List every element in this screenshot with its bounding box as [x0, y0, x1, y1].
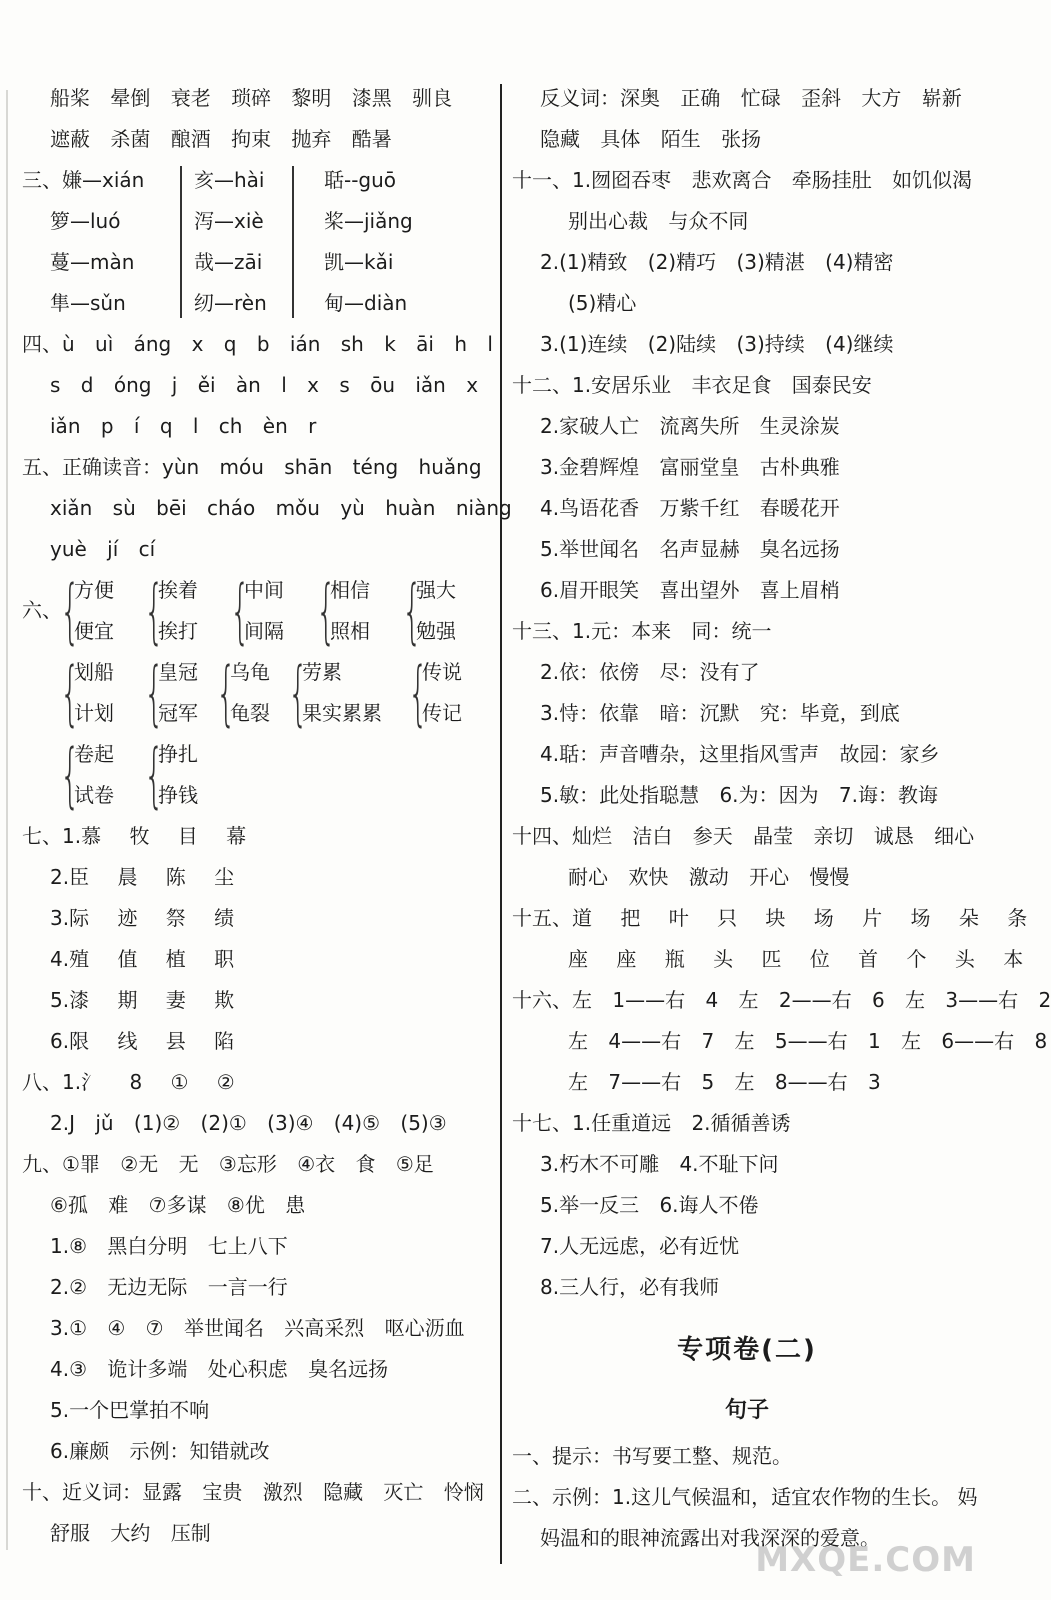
section-3-col1	[22, 160, 172, 324]
pinyin-cell: 凯—kǎi	[324, 250, 394, 274]
answer-line: 2.J jǔ (1)② (2)① (3)④ (4)⑤ (5)③	[50, 1111, 447, 1135]
pinyin-cell: 隼—sǔn	[50, 291, 126, 315]
right-column	[512, 78, 1051, 1559]
group-word: 挨着	[158, 578, 198, 602]
answer-line: 别出心裁 与众不同	[568, 209, 749, 233]
answer-line: 隐藏 具体 陌生 张扬	[540, 127, 762, 151]
group-word: 龟裂	[230, 701, 270, 725]
answer-line: 十四、灿烂 洁白 参天 晶莹 亲切 诚恳 细心	[512, 824, 975, 848]
pinyin-cell: 纫—rèn	[194, 291, 267, 315]
group-word: 勉强	[416, 619, 456, 643]
answer-line: 2.② 无边无际 一言一行	[50, 1275, 288, 1299]
answer-line: 2.(1)精致 (2)精巧 (3)精湛 (4)精密	[540, 250, 894, 274]
pinyin-cell	[22, 160, 172, 201]
group-word: 卷起	[74, 742, 114, 766]
answer-line: 3.① ④ ⑦ 举世闻名 兴高采烈 呕心沥血	[50, 1316, 465, 1340]
answer-line: 3.恃：依靠 暗：沉默 究：毕竟，到底	[540, 701, 900, 725]
answer-line: 2.依：依傍 尽：没有了	[540, 660, 760, 684]
section-3-col3	[324, 160, 494, 324]
answer-line: 5.举世闻名 名声显赫 臭名远扬	[540, 537, 840, 561]
group-word: 皇冠	[158, 660, 198, 684]
pinyin-cell: 聒--guō	[324, 168, 397, 192]
answer-line: 七、1.慕 牧 目 幕	[22, 824, 247, 848]
table-vertical-line	[180, 166, 182, 318]
group-word: 便宜	[74, 619, 114, 643]
answer-line: 4.③ 诡计多端 处心积虑 臭名远扬	[50, 1357, 389, 1381]
section-6-braces	[22, 570, 494, 816]
brace-glyph: {	[60, 734, 81, 816]
pinyin-cell: 哉—zāi	[194, 250, 263, 274]
left-column	[22, 78, 512, 1554]
answer-line: 6.廉颇 示例：知错就改	[50, 1439, 270, 1463]
brace-glyph: {	[402, 570, 423, 652]
brace-glyph: {	[60, 652, 81, 734]
answer-line: 十七、1.任重道远 2.循循善诱	[512, 1111, 791, 1135]
group-word: 强大	[416, 578, 456, 602]
brace-glyph: {	[144, 652, 165, 734]
answer-line: 1.⑧ 黑白分明 七上八下	[50, 1234, 288, 1258]
section-title: 专项卷(二)	[677, 1335, 817, 1365]
answer-line: 遮蔽 杀菌 酿酒 拘束 抛弃 酷暑	[50, 127, 392, 151]
answer-line: 3.朽木不可雕 4.不耻下问	[540, 1152, 779, 1176]
answer-line: 舒服 大约 压制	[50, 1521, 211, 1545]
group-word: 传记	[422, 701, 462, 725]
group-word: 冠军	[158, 701, 198, 725]
brace-glyph: {	[288, 652, 309, 734]
answer-line: 7.人无远虑，必有近忧	[540, 1234, 740, 1258]
section-3-table	[22, 160, 494, 324]
group-word: 果实累累	[302, 701, 382, 725]
pinyin-cell: 泻—xiè	[194, 209, 264, 233]
answer-line: 3.际 迹 祭 绩	[50, 906, 235, 930]
group-word: 照相	[330, 619, 370, 643]
group-word: 挣钱	[158, 783, 198, 807]
group-word: 中间	[244, 578, 284, 602]
answer-line: 十一、1.囫囵吞枣 悲欢离合 牵肠挂肚 如饥似渴	[512, 168, 973, 192]
answer-line: 2.臣 晨 陈 尘	[50, 865, 235, 889]
answer-line: 2.家破人亡 流离失所 生灵涂炭	[540, 414, 840, 438]
answer-line: 十三、1.元：本来 同：统一	[512, 619, 772, 643]
group-word: 计划	[74, 701, 114, 725]
answer-line: 3.(1)连续 (2)陆续 (3)持续 (4)继续	[540, 332, 894, 356]
answer-line: 座 座 瓶 头 匹 位 首 个 头 本	[568, 947, 1024, 971]
answer-line: 8.三人行，必有我师	[540, 1275, 720, 1299]
pinyin-item: 嫌—xián	[62, 168, 145, 192]
answer-line: 左 4——右 7 左 5——右 1 左 6——右 8	[568, 1029, 1048, 1053]
answer-line: iǎn p í q l ch èn r	[50, 414, 317, 438]
pinyin-cell: 箩—luó	[50, 209, 121, 233]
answer-line: 5.漆 期 妻 欺	[50, 988, 235, 1012]
answer-line: 一、提示：书写要工整、规范。	[512, 1444, 792, 1468]
polyphone-group	[408, 652, 512, 734]
answer-line: 十二、1.安居乐业 丰衣足食 国泰民安	[512, 373, 872, 397]
polyphone-group	[402, 570, 506, 652]
section-6-label: 六、	[22, 598, 62, 622]
pinyin-cell: 亥—hài	[194, 168, 265, 192]
answer-line: 二、示例：1.这儿气候温和，适宜农作物的生长。 妈	[512, 1485, 978, 1509]
answer-line: 四、ù uì áng x q b ián sh k āi h l	[22, 332, 493, 356]
brace-glyph: {	[408, 652, 429, 734]
brace-glyph: {	[60, 570, 81, 652]
group-word: 挨打	[158, 619, 198, 643]
answer-line: 6.眉开眼笑 喜出望外 喜上眉梢	[540, 578, 840, 602]
answer-line: 4.鸟语花香 万紫千红 春暖花开	[540, 496, 840, 520]
answer-line: 十五、道 把 叶 只 块 场 片 场 朵 条	[512, 906, 1028, 930]
answer-line: xiǎn sù bēi cháo mǒu yù huàn niàng	[50, 496, 512, 520]
answer-line: 船桨 晕倒 衰老 琐碎 黎明 漆黑 驯良	[50, 86, 453, 110]
page-edge-line	[6, 90, 8, 1550]
group-word: 划船	[74, 660, 114, 684]
group-word: 方便	[74, 578, 114, 602]
answer-line: 4.聒：声音嘈杂，这里指风雪声 故园：家乡	[540, 742, 940, 766]
answer-line: 5.一个巴掌拍不响	[50, 1398, 210, 1422]
answer-line: 6.限 线 县 陷	[50, 1029, 235, 1053]
answer-line: 3.金碧辉煌 富丽堂皇 古朴典雅	[540, 455, 840, 479]
brace-glyph: {	[230, 570, 251, 652]
section-3-label: 三、	[22, 168, 62, 192]
group-word: 挣扎	[158, 742, 198, 766]
answer-line: 5.敏：此处指聪慧 6.为：因为 7.诲：教诲	[540, 783, 938, 807]
polyphone-group	[288, 652, 418, 734]
answer-line: 九、①罪 ②无 无 ③忘形 ④衣 食 ⑤足	[22, 1152, 434, 1176]
answer-line: 5.举一反三 6.诲人不倦	[540, 1193, 759, 1217]
table-vertical-line	[292, 166, 294, 318]
group-word: 劳累	[302, 660, 342, 684]
brace-glyph: {	[316, 570, 337, 652]
group-word: 乌龟	[230, 660, 270, 684]
brace-glyph: {	[144, 570, 165, 652]
brace-glyph: {	[216, 652, 237, 734]
watermark-logo: MXQE.COM	[755, 1540, 976, 1580]
answer-line: 五、正确读音：yùn móu shān téng huǎng	[22, 455, 482, 479]
brace-glyph: {	[144, 734, 165, 816]
group-word: 试卷	[74, 783, 114, 807]
column-divider	[500, 84, 502, 1564]
group-word: 间隔	[244, 619, 284, 643]
answer-line: 4.殖 值 植 职	[50, 947, 235, 971]
answer-line: 左 7——右 5 左 8——右 3	[568, 1070, 881, 1094]
answer-line: s d óng j ěi àn l x s ōu iǎn x	[50, 373, 479, 397]
group-word: 传说	[422, 660, 462, 684]
section-3-col2	[194, 160, 314, 324]
answer-line: yuè jí cí	[50, 537, 156, 561]
answer-line: 十、近义词：显露 宝贵 激烈 隐藏 灭亡 怜悯	[22, 1480, 484, 1504]
answer-line: 耐心 欢快 激动 开心 慢慢	[568, 865, 850, 889]
pinyin-cell: 桨—jiǎng	[324, 209, 413, 233]
answer-line: 八、1.氵 8 ① ②	[22, 1070, 235, 1094]
section-subtitle: 句子	[724, 1398, 769, 1423]
answer-line: 十六、左 1——右 4 左 2——右 6 左 3——右 2	[512, 988, 1051, 1012]
polyphone-group	[144, 734, 248, 816]
group-word: 相信	[330, 578, 370, 602]
answer-line: 妈温和的眼神流露出对我深深的爱意。	[540, 1526, 880, 1550]
answer-line: 反义词：深奥 正确 忙碌 歪斜 大方 崭新	[540, 86, 962, 110]
answer-line: ⑥孤 难 ⑦多谋 ⑧优 患	[50, 1193, 306, 1217]
pinyin-cell: 蔓—màn	[50, 250, 135, 274]
pinyin-cell: 甸—diàn	[324, 291, 408, 315]
answer-line: (5)精心	[568, 291, 637, 315]
